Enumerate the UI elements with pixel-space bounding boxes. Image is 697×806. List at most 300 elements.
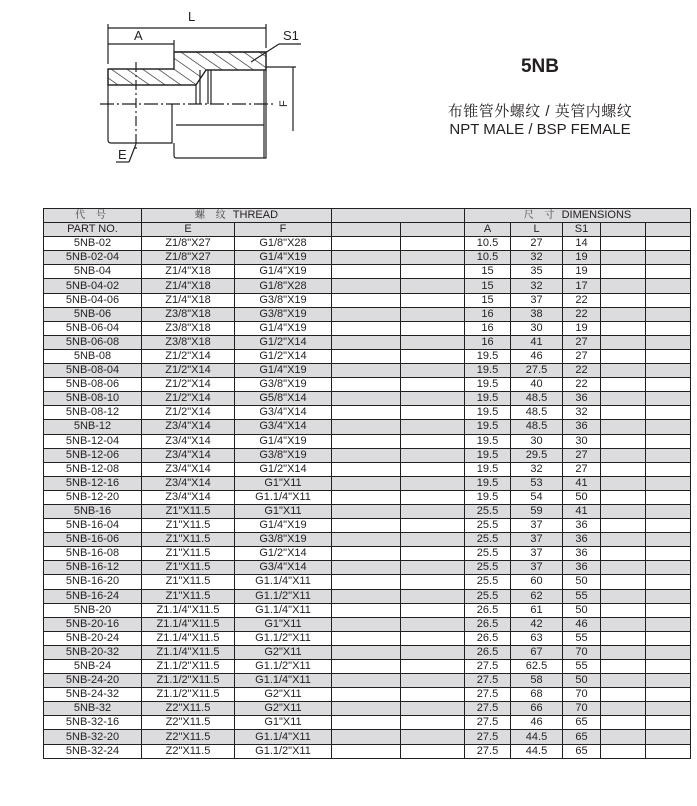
empty-cell (646, 688, 691, 702)
table-row (44, 631, 691, 645)
empty-cell (401, 575, 465, 589)
thread-E-cell: Z1.1/4"X11.5 (142, 617, 235, 631)
thread-F-cell: G1"X11 (235, 617, 332, 631)
thread-F-cell: G1.1/2"X11 (235, 744, 332, 758)
dim-L-cell: 27.5 (511, 364, 563, 378)
product-code: 5NB (520, 56, 559, 77)
empty-cell (401, 335, 465, 349)
empty-cell (646, 674, 691, 688)
empty-cell (332, 589, 401, 603)
empty-cell (646, 462, 691, 476)
table-row (44, 293, 691, 307)
dim-S1-cell: 36 (563, 392, 601, 406)
part-no-cell: 5NB-32-20 (44, 730, 142, 744)
thread-E-cell: Z2"X11.5 (142, 730, 235, 744)
dim-label-A: A (134, 28, 143, 43)
empty-cell (401, 364, 465, 378)
empty-cell (601, 674, 646, 688)
thread-F-cell: G1.1/2"X11 (235, 660, 332, 674)
empty-cell (401, 321, 465, 335)
empty-cell (646, 265, 691, 279)
empty-cell (646, 434, 691, 448)
dim-S1-cell: 36 (563, 561, 601, 575)
empty-cell (646, 547, 691, 561)
dim-A-cell: 19.5 (465, 490, 511, 504)
empty-cell (646, 603, 691, 617)
dim-L-cell: 46 (511, 349, 563, 363)
empty-cell (401, 279, 465, 293)
part-no-cell: 5NB-24-20 (44, 674, 142, 688)
dim-S1-cell: 19 (563, 321, 601, 335)
dim-label-S1: S1 (283, 28, 299, 43)
dim-A-cell: 19.5 (465, 378, 511, 392)
empty-cell (332, 251, 401, 265)
part-no-cell: 5NB-16-08 (44, 547, 142, 561)
dim-L-cell: 48.5 (511, 392, 563, 406)
part-no-cell: 5NB-16-06 (44, 533, 142, 547)
dim-A-cell: 25.5 (465, 561, 511, 575)
dim-S1-cell: 55 (563, 660, 601, 674)
empty-cell (646, 617, 691, 631)
part-no-cell: 5NB-08-04 (44, 364, 142, 378)
thread-F-cell: G2"X11 (235, 645, 332, 659)
thread-E-cell: Z1/2"X14 (142, 378, 235, 392)
dim-S1-cell: 65 (563, 744, 601, 758)
empty-cell (601, 307, 646, 321)
empty-cell (601, 575, 646, 589)
empty-cell (332, 420, 401, 434)
dim-A-cell: 19.5 (465, 434, 511, 448)
dim-A-cell: 16 (465, 321, 511, 335)
dim-A-cell: 16 (465, 335, 511, 349)
empty-cell (601, 420, 646, 434)
empty-cell (332, 265, 401, 279)
empty-cell (601, 519, 646, 533)
dim-L-cell: 46 (511, 716, 563, 730)
part-no-cell: 5NB-12-04 (44, 434, 142, 448)
dim-S1-cell: 17 (563, 279, 601, 293)
dim-A-cell: 19.5 (465, 364, 511, 378)
header-thread: 螺 纹 THREAD (142, 209, 332, 223)
empty-cell (601, 490, 646, 504)
empty-cell (332, 462, 401, 476)
dim-S1-cell: 36 (563, 420, 601, 434)
part-no-cell: 5NB-20 (44, 603, 142, 617)
thread-E-cell: Z1/2"X14 (142, 392, 235, 406)
thread-E-cell: Z3/4"X14 (142, 476, 235, 490)
empty-cell (401, 702, 465, 716)
empty-cell (332, 547, 401, 561)
part-no-cell: 5NB-12-16 (44, 476, 142, 490)
dim-L-cell: 38 (511, 307, 563, 321)
thread-F-cell: G3/8"X19 (235, 378, 332, 392)
thread-E-cell: Z3/8"X18 (142, 307, 235, 321)
empty-cell (401, 504, 465, 518)
table-row (44, 265, 691, 279)
dim-S1-cell: 36 (563, 547, 601, 561)
table-row (44, 434, 691, 448)
thread-F-cell: G1/4"X19 (235, 519, 332, 533)
empty-cell (332, 490, 401, 504)
dimensions-table (43, 208, 691, 759)
dim-A-cell: 27.5 (465, 744, 511, 758)
table-row (44, 364, 691, 378)
table-row (44, 237, 691, 251)
dim-L-cell: 32 (511, 251, 563, 265)
empty-cell (332, 392, 401, 406)
part-no-cell: 5NB-16-20 (44, 575, 142, 589)
part-no-cell: 5NB-32-16 (44, 716, 142, 730)
dim-A-cell: 19.5 (465, 476, 511, 490)
dim-L-cell: 37 (511, 533, 563, 547)
thread-E-cell: Z3/4"X14 (142, 462, 235, 476)
empty-cell (601, 448, 646, 462)
empty-cell (601, 631, 646, 645)
thread-F-cell: G1/4"X19 (235, 321, 332, 335)
thread-F-cell: G1"X11 (235, 476, 332, 490)
dim-S1-cell: 27 (563, 335, 601, 349)
dim-A-cell: 16 (465, 307, 511, 321)
dim-A-cell: 26.5 (465, 603, 511, 617)
dim-L-cell: 67 (511, 645, 563, 659)
dim-A-cell: 10.5 (465, 237, 511, 251)
thread-F-cell: G1.1/4"X11 (235, 674, 332, 688)
table-row (44, 575, 691, 589)
empty-cell (601, 476, 646, 490)
thread-F-cell: G3/4"X14 (235, 561, 332, 575)
header-F: F (235, 223, 332, 237)
thread-E-cell: Z3/4"X14 (142, 420, 235, 434)
table-row (44, 744, 691, 758)
empty-cell (332, 335, 401, 349)
dim-A-cell: 27.5 (465, 674, 511, 688)
table-row (44, 702, 691, 716)
thread-E-cell: Z3/8"X18 (142, 335, 235, 349)
empty-cell (332, 321, 401, 335)
dim-L-cell: 58 (511, 674, 563, 688)
table-row (44, 378, 691, 392)
empty-cell (401, 660, 465, 674)
part-no-cell: 5NB-20-32 (44, 645, 142, 659)
header-row-sub (44, 223, 691, 237)
empty-cell (401, 251, 465, 265)
thread-E-cell: Z1"X11.5 (142, 589, 235, 603)
table-row (44, 279, 691, 293)
thread-E-cell: Z3/4"X14 (142, 448, 235, 462)
dim-S1-cell: 32 (563, 406, 601, 420)
empty-cell (601, 589, 646, 603)
dim-S1-cell: 36 (563, 533, 601, 547)
dim-S1-cell: 50 (563, 490, 601, 504)
thread-E-cell: Z1/8"X27 (142, 251, 235, 265)
dim-L-cell: 44.5 (511, 744, 563, 758)
empty-cell (601, 603, 646, 617)
empty-cell (646, 321, 691, 335)
empty-cell (401, 462, 465, 476)
thread-E-cell: Z1"X11.5 (142, 575, 235, 589)
empty-cell (601, 617, 646, 631)
empty-cell (646, 533, 691, 547)
table-row (44, 448, 691, 462)
part-no-cell: 5NB-24 (44, 660, 142, 674)
dim-L-cell: 27 (511, 237, 563, 251)
part-no-cell: 5NB-20-16 (44, 617, 142, 631)
dim-S1-cell: 41 (563, 476, 601, 490)
empty-cell (401, 293, 465, 307)
dim-S1-cell: 65 (563, 716, 601, 730)
dim-A-cell: 25.5 (465, 504, 511, 518)
header-S1: S1 (563, 223, 601, 237)
empty-cell (332, 575, 401, 589)
thread-E-cell: Z2"X11.5 (142, 744, 235, 758)
empty-cell (332, 519, 401, 533)
dim-S1-cell: 46 (563, 617, 601, 631)
empty-cell (401, 688, 465, 702)
thread-E-cell: Z1.1/4"X11.5 (142, 631, 235, 645)
dim-L-cell: 59 (511, 504, 563, 518)
dim-A-cell: 15 (465, 293, 511, 307)
dim-A-cell: 15 (465, 265, 511, 279)
part-no-cell: 5NB-12-08 (44, 462, 142, 476)
empty-cell (646, 307, 691, 321)
table-row (44, 476, 691, 490)
empty-cell (401, 547, 465, 561)
dim-S1-cell: 22 (563, 307, 601, 321)
table-row (44, 420, 691, 434)
dim-L-cell: 42 (511, 617, 563, 631)
dim-S1-cell: 70 (563, 645, 601, 659)
dim-S1-cell: 55 (563, 631, 601, 645)
dim-L-cell: 32 (511, 462, 563, 476)
part-no-cell: 5NB-08 (44, 349, 142, 363)
header-E: E (142, 223, 235, 237)
empty-cell (332, 716, 401, 730)
header-L: L (511, 223, 563, 237)
empty-cell (646, 716, 691, 730)
dim-S1-cell: 41 (563, 504, 601, 518)
empty-cell (332, 279, 401, 293)
thread-E-cell: Z1/4"X18 (142, 265, 235, 279)
dim-S1-cell: 30 (563, 434, 601, 448)
subtitle-chinese: 布锥管外螺纹 / 英管内螺纹 (447, 103, 633, 120)
dim-S1-cell: 55 (563, 589, 601, 603)
empty-cell (601, 434, 646, 448)
table-row (44, 688, 691, 702)
empty-cell (646, 504, 691, 518)
dim-A-cell: 27.5 (465, 716, 511, 730)
thread-F-cell: G2"X11 (235, 688, 332, 702)
empty-cell (332, 406, 401, 420)
empty-cell (401, 448, 465, 462)
thread-E-cell: Z1"X11.5 (142, 533, 235, 547)
part-no-cell: 5NB-12-20 (44, 490, 142, 504)
part-no-cell: 5NB-04 (44, 265, 142, 279)
dim-S1-cell: 14 (563, 237, 601, 251)
part-no-cell: 5NB-08-10 (44, 392, 142, 406)
thread-F-cell: G1/4"X19 (235, 434, 332, 448)
dim-S1-cell: 70 (563, 702, 601, 716)
empty-cell (601, 660, 646, 674)
dim-A-cell: 19.5 (465, 420, 511, 434)
part-no-cell: 5NB-08-12 (44, 406, 142, 420)
empty-cell (332, 434, 401, 448)
empty-cell (646, 490, 691, 504)
empty-cell (601, 504, 646, 518)
part-no-cell: 5NB-16-04 (44, 519, 142, 533)
header-blank (332, 209, 465, 223)
empty-cell (646, 645, 691, 659)
part-no-cell: 5NB-32-24 (44, 744, 142, 758)
dim-A-cell: 25.5 (465, 547, 511, 561)
dim-L-cell: 44.5 (511, 730, 563, 744)
empty-cell (401, 744, 465, 758)
table-row (44, 674, 691, 688)
part-no-cell: 5NB-24-32 (44, 688, 142, 702)
header-empty-4 (646, 223, 691, 237)
dim-A-cell: 27.5 (465, 688, 511, 702)
dim-L-cell: 37 (511, 547, 563, 561)
thread-F-cell: G1/8"X28 (235, 279, 332, 293)
table-row (44, 519, 691, 533)
empty-cell (332, 307, 401, 321)
part-no-cell: 5NB-06-04 (44, 321, 142, 335)
header-A: A (465, 223, 511, 237)
part-no-cell: 5NB-06 (44, 307, 142, 321)
empty-cell (401, 265, 465, 279)
dim-A-cell: 19.5 (465, 406, 511, 420)
dim-A-cell: 19.5 (465, 448, 511, 462)
header-part-no: PART NO. (44, 223, 142, 237)
thread-E-cell: Z1"X11.5 (142, 547, 235, 561)
dim-A-cell: 26.5 (465, 645, 511, 659)
empty-cell (332, 702, 401, 716)
empty-cell (332, 476, 401, 490)
dim-L-cell: 48.5 (511, 406, 563, 420)
table-row (44, 617, 691, 631)
thread-E-cell: Z1.1/4"X11.5 (142, 645, 235, 659)
thread-E-cell: Z1/2"X14 (142, 364, 235, 378)
dim-S1-cell: 50 (563, 674, 601, 688)
empty-cell (646, 730, 691, 744)
empty-cell (601, 462, 646, 476)
thread-F-cell: G1.1/4"X11 (235, 603, 332, 617)
empty-cell (401, 533, 465, 547)
empty-cell (646, 589, 691, 603)
thread-F-cell: G1.1/2"X11 (235, 631, 332, 645)
empty-cell (646, 575, 691, 589)
dim-L-cell: 32 (511, 279, 563, 293)
empty-cell (646, 279, 691, 293)
dim-L-cell: 37 (511, 561, 563, 575)
thread-F-cell: G3/8"X19 (235, 533, 332, 547)
dim-A-cell: 19.5 (465, 392, 511, 406)
table-row (44, 335, 691, 349)
dim-L-cell: 53 (511, 476, 563, 490)
thread-E-cell: Z1/2"X14 (142, 349, 235, 363)
part-no-cell: 5NB-16-24 (44, 589, 142, 603)
thread-F-cell: G3/8"X19 (235, 307, 332, 321)
table-row (44, 533, 691, 547)
dim-A-cell: 26.5 (465, 617, 511, 631)
dim-L-cell: 30 (511, 434, 563, 448)
empty-cell (401, 349, 465, 363)
empty-cell (332, 645, 401, 659)
empty-cell (601, 730, 646, 744)
empty-cell (646, 660, 691, 674)
empty-cell (332, 378, 401, 392)
thread-E-cell: Z1.1/2"X11.5 (142, 674, 235, 688)
empty-cell (401, 645, 465, 659)
empty-cell (332, 688, 401, 702)
dim-S1-cell: 27 (563, 349, 601, 363)
empty-cell (646, 406, 691, 420)
table-row (44, 645, 691, 659)
empty-cell (601, 279, 646, 293)
table-row (44, 603, 691, 617)
table-row (44, 251, 691, 265)
empty-cell (646, 702, 691, 716)
part-no-cell: 5NB-04-06 (44, 293, 142, 307)
dim-L-cell: 37 (511, 293, 563, 307)
dim-L-cell: 40 (511, 378, 563, 392)
part-no-cell: 5NB-02-04 (44, 251, 142, 265)
dim-S1-cell: 22 (563, 364, 601, 378)
empty-cell (601, 533, 646, 547)
empty-cell (601, 251, 646, 265)
thread-F-cell: G3/4"X14 (235, 420, 332, 434)
empty-cell (401, 631, 465, 645)
empty-cell (332, 674, 401, 688)
thread-F-cell: G1/2"X14 (235, 462, 332, 476)
table-row (44, 504, 691, 518)
dim-L-cell: 30 (511, 321, 563, 335)
thread-F-cell: G2"X11 (235, 702, 332, 716)
empty-cell (401, 589, 465, 603)
part-no-cell: 5NB-16 (44, 504, 142, 518)
empty-cell (332, 504, 401, 518)
dim-L-cell: 62 (511, 589, 563, 603)
thread-E-cell: Z1"X11.5 (142, 504, 235, 518)
part-no-cell: 5NB-02 (44, 237, 142, 251)
empty-cell (646, 335, 691, 349)
header-empty-3 (601, 223, 646, 237)
empty-cell (332, 293, 401, 307)
empty-cell (332, 744, 401, 758)
empty-cell (401, 237, 465, 251)
dim-A-cell: 19.5 (465, 462, 511, 476)
empty-cell (646, 519, 691, 533)
part-no-cell: 5NB-16-12 (44, 561, 142, 575)
dim-A-cell: 27.5 (465, 702, 511, 716)
empty-cell (332, 631, 401, 645)
empty-cell (332, 349, 401, 363)
header-row-top (44, 209, 691, 223)
empty-cell (646, 561, 691, 575)
thread-F-cell: G1.1/4"X11 (235, 730, 332, 744)
dim-L-cell: 41 (511, 335, 563, 349)
thread-F-cell: G3/4"X14 (235, 406, 332, 420)
thread-F-cell: G5/8"X14 (235, 392, 332, 406)
thread-E-cell: Z1"X11.5 (142, 519, 235, 533)
dim-A-cell: 10.5 (465, 251, 511, 265)
empty-cell (601, 237, 646, 251)
thread-F-cell: G1/2"X14 (235, 547, 332, 561)
table-row (44, 589, 691, 603)
dim-S1-cell: 19 (563, 265, 601, 279)
empty-cell (332, 533, 401, 547)
empty-cell (601, 702, 646, 716)
part-no-cell: 5NB-20-24 (44, 631, 142, 645)
